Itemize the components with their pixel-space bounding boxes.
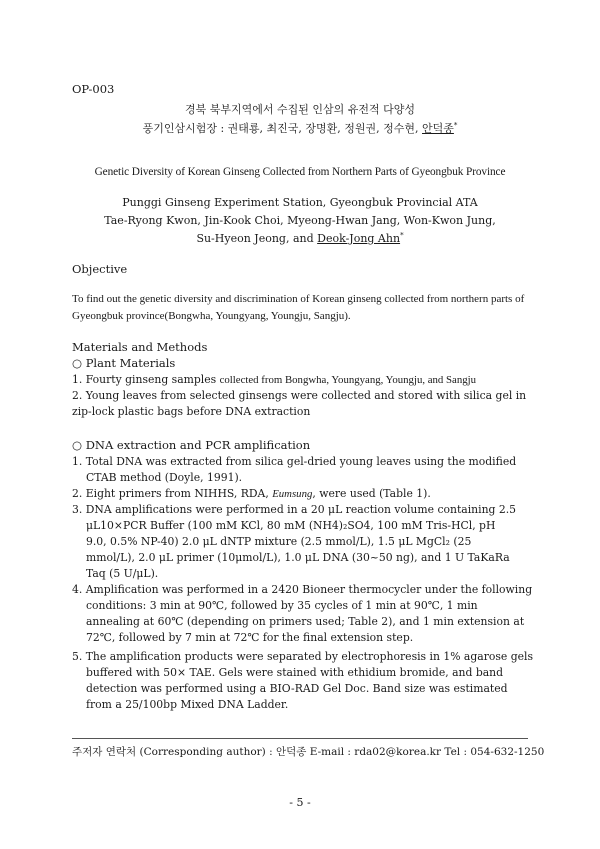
dna-line: Taq (5 U/μL).	[86, 567, 159, 580]
plant-item-1-a: 1. Fourty ginseng samples	[72, 373, 220, 386]
affiliation: Punggi Ginseng Experiment Station, Gyeongbuk Provincial ATA	[122, 196, 478, 209]
dna-line: detection was performed using a BIO-RAD Gel Doc. Band size was estimated	[86, 682, 508, 695]
korean-title: 경북 북부지역에서 수집된 인삼의 유전적 다양성	[184, 103, 415, 116]
dna-line: 9.0, 0.5% NP-40) 2.0 μL dNTP mixture (2.5 mmol/L), 1.5 μL MgCl₂ (25	[86, 535, 472, 548]
plant-materials-heading: ○ Plant Materials	[72, 356, 176, 370]
corresponding-star-en: *	[400, 231, 404, 240]
footer-divider	[72, 738, 528, 739]
corresponding-author-footer: 주저자 연락처 (Corresponding author) : 안덕종 E-mail : rda02@korea.kr Tel : 054-632-1250	[72, 746, 545, 758]
dna-line-2b: , were used (Table 1).	[312, 487, 431, 500]
page-number: - 5 -	[289, 796, 311, 809]
dna-line: mmol/L), 2.0 μL primer (10μmol/L), 1.0 μL DNA (30~50 ng), and 1 U TaKaRa	[86, 551, 510, 564]
plant-item-2: 2. Young leaves from selected ginsengs were collected and stored with silica gel in	[72, 389, 527, 402]
dna-line-2-em: Eumsung	[272, 488, 313, 500]
dna-line: annealing at 60℃ (depending on primers used; Table 2), and 1 min extension at	[86, 615, 525, 628]
dna-line: buffered with 50× TAE. Gels were stained with ethidium bromide, and band	[86, 666, 504, 679]
abstract-code: OP-003	[72, 82, 115, 96]
author-list-last	[0, 232, 600, 245]
korean-authors	[0, 120, 600, 136]
dna-line: 3. DNA amplifications were performed in a 20 μL reaction volume containing 2.5	[72, 503, 517, 516]
dna-line: from a 25/100bp Mixed DNA Ladder.	[86, 698, 289, 711]
dna-line: CTAB method (Doyle, 1991).	[86, 471, 243, 484]
corresponding-author: Deok-Jong Ahn	[317, 232, 401, 245]
objective-text: To find out the genetic diversity and discrimination of Korean ginseng collected from northern parts of Gyeongbuk province(Bongwha, Youngyang, Youngju, Sangju).	[72, 293, 525, 322]
methods-heading: Materials and Methods	[72, 340, 208, 354]
dna-line: 72℃, followed by 7 min at 72℃ for the final extension step.	[86, 631, 414, 644]
korean-authors-main: 풍기인삼시험장 : 권태룡, 최진국, 장명환, 정원권, 정수현,	[142, 122, 423, 135]
dna-heading: ○ DNA extraction and PCR amplification	[72, 438, 311, 452]
dna-line: conditions: 3 min at 90℃, followed by 35 cycles of 1 min at 90℃, 1 min	[86, 599, 478, 612]
objective-heading: Objective	[72, 262, 128, 276]
plant-item-2-cont: zip-lock plastic bags before DNA extraction	[72, 405, 311, 418]
english-title: Genetic Diversity of Korean Ginseng Collected from Northern Parts of Gyeongbuk Province	[94, 166, 506, 178]
plant-item-1	[72, 373, 476, 386]
dna-line: 4. Amplification was performed in a 2420 Bioneer thermocycler under the following	[72, 583, 533, 596]
dna-line	[72, 487, 431, 500]
dna-line-2a: 2. Eight primers from NIHHS, RDA,	[72, 487, 273, 500]
author-list-last-main: Su-Hyeon Jeong, and	[196, 232, 318, 245]
plant-item-1-b: collected from Bongwha, Youngyang, Youngju, and Sangju	[219, 374, 477, 386]
korean-corresponding-author: 안덕종	[422, 122, 454, 135]
author-list: Tae-Ryong Kwon, Jin-Kook Choi, Myeong-Hwan Jang, Won-Kwon Jung,	[104, 214, 496, 227]
dna-line: μL10×PCR Buffer (100 mM KCl, 80 mM (NH4)₂SO4, 100 mM Tris-HCl, pH	[86, 519, 496, 532]
dna-line: 5. The amplification products were separated by electrophoresis in 1% agarose gels	[72, 650, 534, 663]
corresponding-star: *	[453, 121, 458, 130]
dna-line: 1. Total DNA was extracted from silica gel-dried young leaves using the modified	[72, 455, 517, 468]
